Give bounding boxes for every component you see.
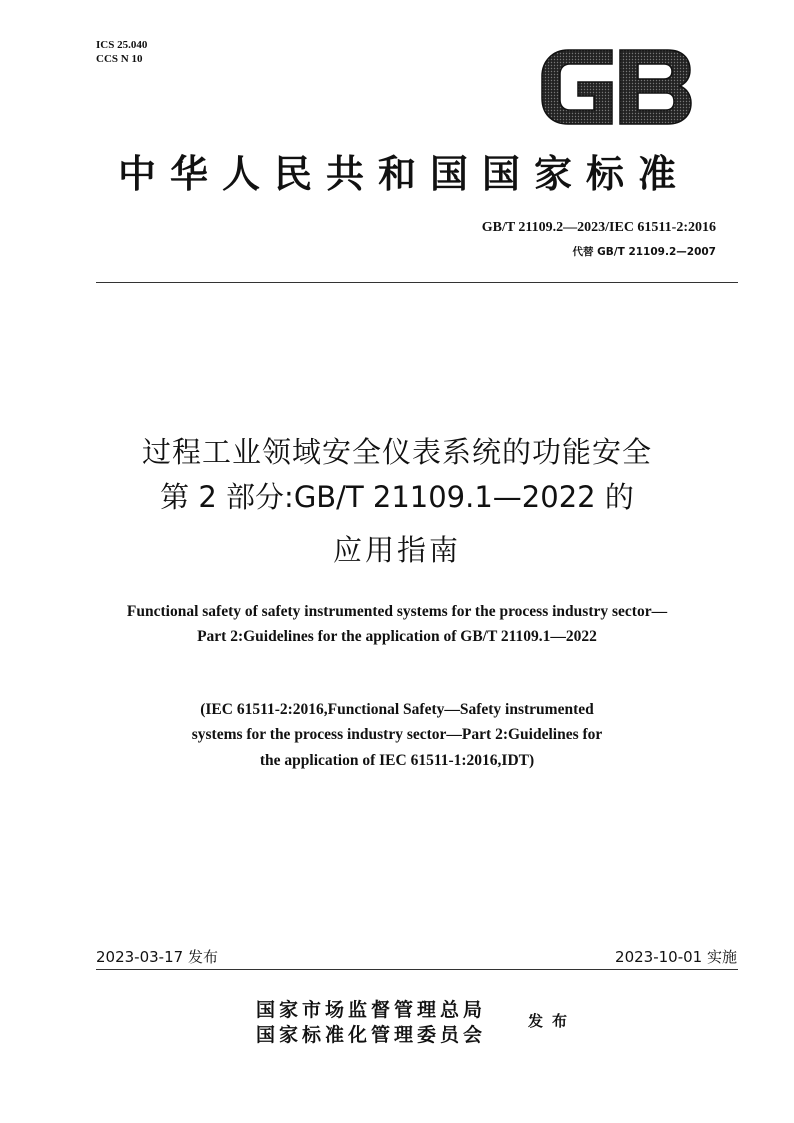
- chinese-title-line-1: 过程工业领域安全仪表系统的功能安全: [141, 435, 652, 469]
- ics-code: ICS 25.040: [96, 39, 148, 51]
- ccs-code: CCS N 10: [96, 53, 143, 65]
- issue-date: 2023-03-17 发布: [96, 948, 218, 966]
- standard-number: GB/T 21109.2—2023/IEC 61511-2:2016: [481, 220, 716, 235]
- top-divider: [96, 282, 738, 283]
- chinese-title-line-3: 应用指南: [332, 533, 461, 567]
- gb-logo: [538, 46, 694, 128]
- iec-reference-line-1: (IEC 61511-2:2016,Functional Safety—Safety instrumented: [200, 701, 594, 718]
- english-title-line-1: Functional safety of safety instrumented systems for the process industry sector—: [126, 603, 668, 620]
- classification-codes: [96, 38, 147, 66]
- logo-letter-b: [620, 50, 691, 124]
- replaces-standard: 代替 GB/T 21109.2—2007: [572, 246, 716, 258]
- issuer-sac: 国家标准化管理委员会: [256, 1024, 487, 1046]
- chinese-title-line-2: 第 2 部分:GB/T 21109.1—2022 的: [160, 480, 634, 514]
- implementation-date: 2023-10-01 实施: [615, 948, 737, 966]
- iec-reference-line-2: systems for the process industry sector—Part 2:Guidelines for: [191, 726, 603, 743]
- iec-reference-line-3: the application of IEC 61511-1:2016,IDT): [259, 752, 535, 769]
- bottom-divider: [96, 969, 738, 970]
- logo-letter-g: [542, 50, 612, 124]
- publish-label: 发布: [528, 1012, 577, 1030]
- issuer-samr: 国家市场监督管理总局: [256, 999, 487, 1021]
- english-title-line-2: Part 2:Guidelines for the application of GB/T 21109.1—2022: [197, 628, 597, 645]
- standard-category-title: 中华人民共和国国家标准: [117, 151, 690, 196]
